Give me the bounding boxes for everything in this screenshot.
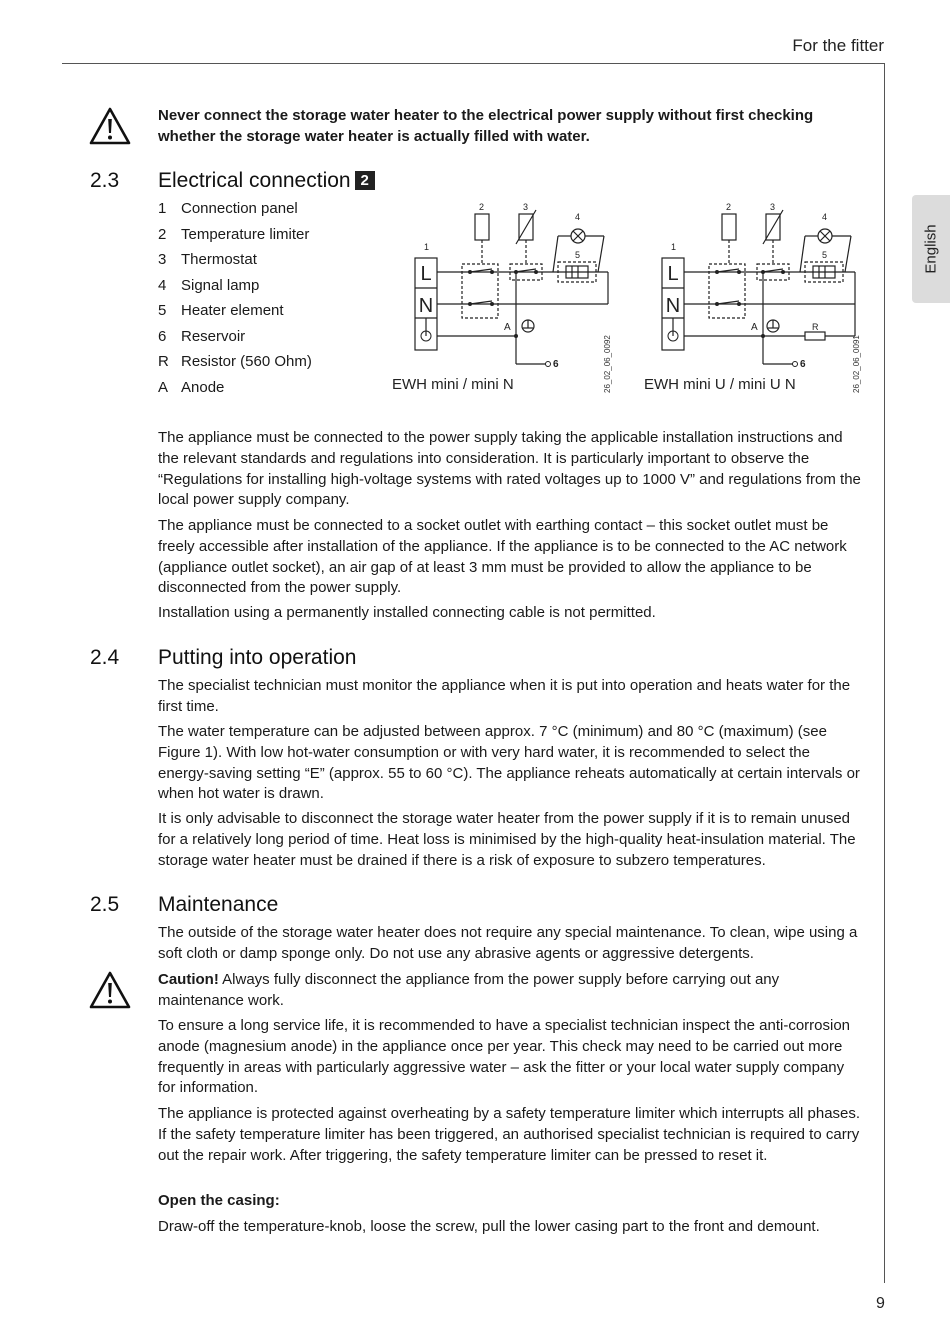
- section-2-3-paragraph: Installation using a permanently installed connecting cable is not permitted.: [158, 604, 656, 621]
- component-legend: [158, 198, 312, 402]
- svg-text:4: 4: [822, 212, 828, 222]
- section-2-5-number: 2.5: [90, 893, 120, 916]
- warning-triangle-icon: [88, 970, 132, 1010]
- diagram-right-caption: EWH mini U / mini U N: [644, 376, 796, 393]
- legend-item: R Resistor (560 Ohm): [158, 353, 312, 370]
- warning-top-text: Never connect the storage water heater to the electrical power supply without first checking whether the storage water heater is actually filled with water.: [158, 107, 814, 145]
- svg-text:5: 5: [575, 250, 581, 260]
- svg-text:6: 6: [553, 359, 559, 370]
- svg-text:3: 3: [523, 202, 529, 212]
- caution-paragraph: [158, 970, 864, 1012]
- svg-text:A: A: [504, 322, 511, 333]
- open-casing-heading: Open the casing:: [158, 1192, 280, 1209]
- section-2-3-paragraph: The appliance must be connected to the power supply taking the applicable installation instructions and the relevant standards and regulations into consideration. It is particularly important to observe the “Regulations for installing high-voltage systems with rated voltages up to 1000 V” and regulations from the local power supply company.: [158, 429, 861, 509]
- section-2-5-paragraph: The outside of the storage water heater does not require any special maintenance. To clean, wipe using a soft cloth or damp sponge only. Do not use any abrasive agents or aggressive detergents.: [158, 924, 858, 962]
- figure-ref-badge: 2: [355, 171, 375, 190]
- svg-text:6: 6: [800, 359, 806, 370]
- legend-item: 4 Signal lamp: [158, 276, 260, 294]
- svg-text:4: 4: [575, 212, 581, 222]
- svg-text:1: 1: [424, 242, 430, 252]
- section-2-3-paragraph: The appliance must be connected to a socket outlet with earthing contact – this socket outlet must be freely accessible after installation of the appliance. If the appliance is to be connected to the AC network (appliance outlet socket), an air gap of at least 3 mm must be provided to allow the appliance to be disconnected from the power supply.: [158, 517, 847, 597]
- section-2-5-paragraph: To ensure a long service life, it is recommended to have a specialist technician inspect the anti-corrosion anode (magnesium anode) in the appliance once per year. This check may need to be carried out more frequently in areas with particularly aggressive water – ask the fitter or your local water supply company for information.: [158, 1017, 851, 1097]
- language-tab-label: English: [922, 224, 940, 274]
- section-2-5-paragraph: The appliance is protected against overheating by a safety temperature limiter which interrupts all phases. If the safety temperature limiter has been triggered, an authorised specialist technician is required to carry out the repair work. After triggering, the safety temperature limiter can be pressed to reset it.: [158, 1105, 861, 1164]
- section-2-4-title: Putting into operation: [158, 646, 357, 669]
- caution-text: Always fully disconnect the appliance from the power supply before carrying out any maintenance work.: [158, 971, 780, 1009]
- legend-item: 2 Temperature limiter: [158, 225, 310, 243]
- diagram-right-code: 26_02_06_0091: [852, 335, 861, 393]
- legend-item: 6 Reservoir: [158, 327, 246, 345]
- section-2-4-paragraph: The water temperature can be adjusted between approx. 7 °C (minimum) and 80 °C (maximum) (see Figure 1). With low hot-water consumption or with very hard water, it is recommended to select the energy-saving setting “E” (approx. 55 to 60 °C). The appliance reheats automatically at certain intervals or when hot water is drawn.: [158, 723, 860, 803]
- svg-text:L: L: [420, 263, 432, 285]
- warning-triangle-icon: [88, 106, 132, 146]
- section-2-5-title: Maintenance: [158, 893, 279, 916]
- legend-item: A Anode: [158, 378, 225, 396]
- page-number: 9: [876, 1295, 885, 1312]
- legend-item: 5 Heater element: [158, 302, 284, 319]
- right-margin-rule: [884, 63, 885, 1283]
- legend-item: 1 Connection panel: [158, 200, 298, 217]
- header-rule: [62, 63, 884, 64]
- section-2-4-paragraph: It is only advisable to disconnect the storage water heater from the power supply if it is to remain unused for a relatively long period of time. Heat loss is minimised by the high-quality heat-insulation material. The storage water heater must be drained if there is a risk of exposure to subzero temperatures.: [158, 810, 856, 869]
- diagram-left-caption: EWH mini / mini N: [392, 376, 514, 393]
- open-casing-text: Draw-off the temperature-knob, loose the screw, pull the lower casing part to the front and demount.: [158, 1218, 820, 1235]
- svg-text:2: 2: [479, 202, 485, 212]
- svg-text:A: A: [751, 322, 758, 333]
- svg-text:1: 1: [671, 242, 677, 252]
- svg-text:3: 3: [770, 202, 776, 212]
- language-tab[interactable]: [912, 195, 950, 303]
- wiring-diagram-right: [655, 200, 867, 370]
- svg-text:2: 2: [726, 202, 732, 212]
- section-2-3-title: Electrical connection 2: [158, 169, 375, 193]
- svg-text:L: L: [667, 263, 679, 285]
- header-title: For the fitter: [792, 36, 884, 55]
- caution-label: Caution!: [158, 971, 219, 988]
- svg-text:N: N: [418, 295, 434, 317]
- section-2-4-number: 2.4: [90, 646, 120, 669]
- svg-text:R: R: [812, 322, 819, 332]
- svg-text:N: N: [665, 295, 681, 317]
- section-2-4-paragraph: The specialist technician must monitor the appliance when it is put into operation and heats water for the first time.: [158, 677, 851, 715]
- diagram-left-code: 26_02_06_0092: [603, 335, 612, 393]
- svg-text:5: 5: [822, 250, 828, 260]
- legend-item: 3 Thermostat: [158, 251, 257, 268]
- wiring-diagram-left: [408, 200, 620, 370]
- section-2-3-number: 2.3: [90, 169, 120, 192]
